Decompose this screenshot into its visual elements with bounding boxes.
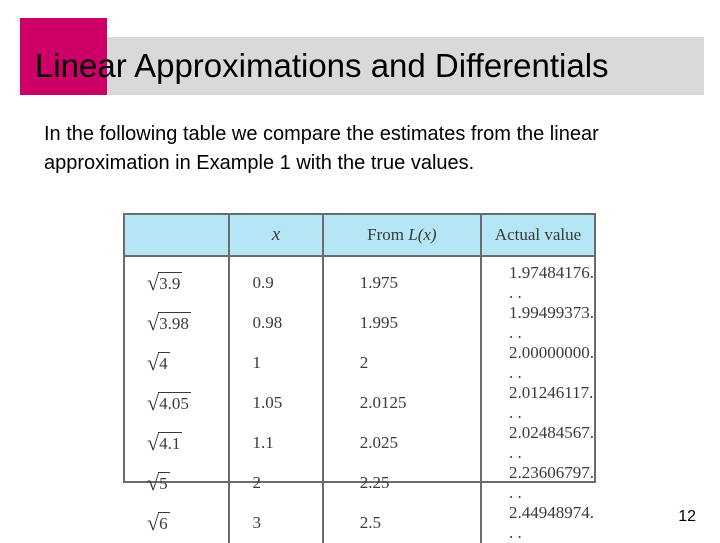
radicand: 3.98 [159, 313, 189, 333]
actual-value-cell: 2.02484567. . . [509, 423, 594, 462]
header-x: x [229, 215, 322, 256]
radicand: 4.1 [159, 433, 181, 453]
radicand: 4.05 [159, 393, 189, 413]
sqrt-cell [125, 503, 229, 543]
from-l-cell: 1.995 [323, 303, 481, 343]
radicand: 4 [159, 353, 168, 373]
x-cell: 1 [229, 343, 322, 383]
radicand: 5 [159, 473, 168, 493]
from-l-cell: 2.5 [323, 503, 481, 543]
actual-value-cell: 1.99499373. . . [509, 303, 594, 342]
square-root-icon: √ [147, 349, 160, 375]
actual-value-cell: 2.01246117. . . [509, 383, 594, 422]
x-cell: 2 [229, 463, 322, 503]
x-cell: 1.05 [229, 383, 322, 423]
radicand: 6 [159, 513, 168, 533]
table-row [125, 303, 594, 343]
actual-value-cell: 2.23606797. . . [509, 463, 594, 502]
table-row [125, 423, 594, 463]
header-sqrt-column [125, 215, 229, 256]
actual-value-cell: 1.97484176. . . [509, 263, 594, 302]
table-header-row [125, 215, 594, 256]
header-from-prefix: From [367, 225, 409, 244]
comparison-table [123, 213, 596, 542]
table-row [125, 503, 594, 543]
sqrt-cell [125, 303, 229, 343]
table-row [125, 256, 594, 303]
x-cell: 3 [229, 503, 322, 543]
x-cell: 0.9 [229, 256, 322, 303]
from-l-cell: 1.975 [323, 256, 481, 303]
page-title: Linear Approximations and Differentials [35, 47, 609, 84]
square-root-icon: √ [147, 389, 160, 415]
square-root-icon: √ [147, 469, 160, 495]
x-cell: 1.1 [229, 423, 322, 463]
from-l-cell: 2 [323, 343, 481, 383]
square-root-icon: √ [147, 429, 160, 455]
header-from-l [323, 215, 481, 256]
table-row [125, 383, 594, 423]
sqrt-cell [125, 343, 229, 383]
radicand: 3.9 [159, 273, 181, 293]
table-row [125, 343, 594, 383]
from-l-cell: 2.0125 [323, 383, 481, 423]
from-l-cell: 2.25 [323, 463, 481, 503]
actual-value-cell: 2.00000000. . . [509, 343, 594, 382]
x-cell: 0.98 [229, 303, 322, 343]
sqrt-cell [125, 463, 229, 503]
intro-text: In the following table we compare the estimates from the linear approximation in Example 1 with the true values. [44, 123, 599, 174]
from-l-cell: 2.025 [323, 423, 481, 463]
sqrt-cell [125, 423, 229, 463]
actual-value-cell: 2.44948974. . . [509, 503, 594, 542]
sqrt-cell [125, 256, 229, 303]
square-root-icon: √ [147, 269, 160, 295]
table-row [125, 463, 594, 503]
square-root-icon: √ [147, 509, 160, 535]
sqrt-cell [125, 383, 229, 423]
header-l-of-x: L(x) [408, 225, 437, 244]
slide-number: 12 [678, 508, 696, 525]
square-root-icon: √ [147, 309, 160, 335]
header-actual-value: Actual value [481, 215, 594, 256]
